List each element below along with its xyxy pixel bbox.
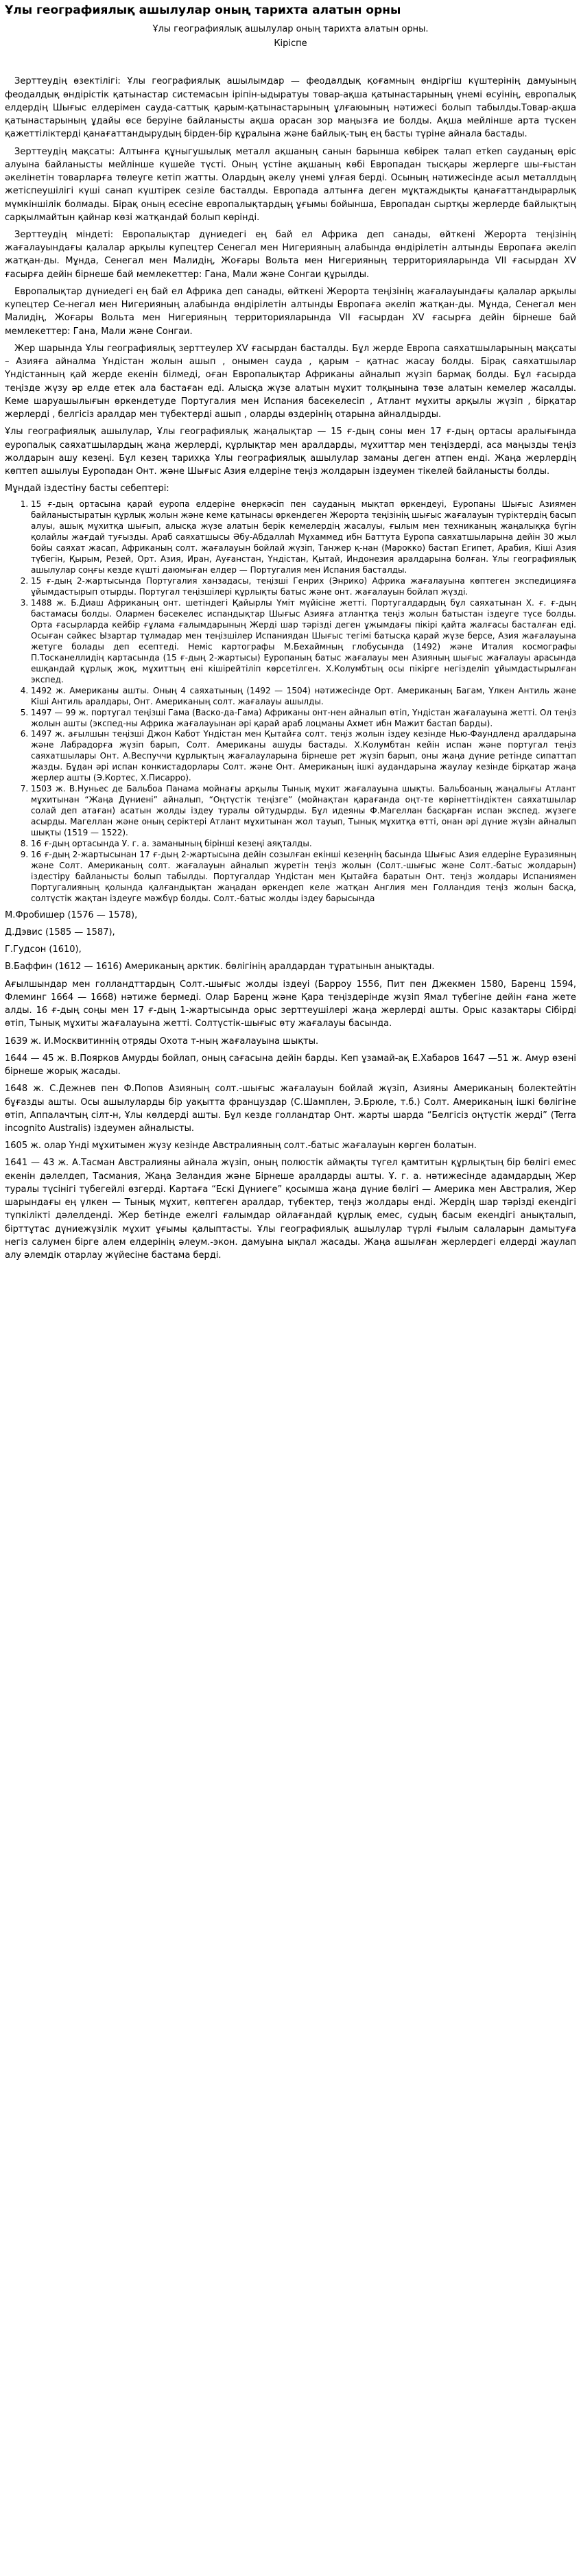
list-item: 6. 1497 ж. ағылшын теңізші Джон Кабот Үндістан мен Қытайға солт. теңіз жолын іздеу кезінде Нью-Фаундленд аралдарына және Лабрадорға жүзіп барып, Солт. Американы ашуды бастады. Х.Колумбтан кейін испан және португал теңіз саяхатшылары Онт. А.Веспуччи құрлықтың жағалауларына бірнеше рет жүзіп барып, оны жаңа дүние ретінде сипаттап жазды. Бұдан әрі испан конкистадорлары Солт. және Онт. Американың ішкі аудандарына жаулау кезінде бірқатар жаңа жерлер ашты (Э.Кортес, Х.Писарро). bbox=[31, 729, 576, 784]
list-item: 8. 16 ғ-дың ортасында У. г. а. заманының бірінші кезеңі аяқталды. bbox=[31, 839, 576, 850]
list-item: 9. 16 ғ-дың 2-жартысынан 17 ғ-дың 2-жартысына дейін созылған екінші кезеңнің басында Шығыс Азия елдеріне Еуразияның және Солт. Американың солт. жағалауын айналып жүретін теңіз жолын (Солт.-шығыс және Солт.-батыс жолдарын) іздестіру байланысты болып табылды. Португалдар Үндістан мен Қытайға баратын Онт. теңіз жолдары Испаниямен Португалияның қолында қалғандықтан жаңадан өркендеп келе жатқан Англия мен Голландия теңіз жолын басқа, солтүстік жақтан іздеуге мәжбүр болды. Солт.-батыс жолды іздеу барысында bbox=[31, 850, 576, 905]
tasman-paragraph: 1641 — 43 ж. А.Тасман Австралияны айнала жүзіп, оның полюстік аймақты түгел қамтитын құрлықтың бір бөлігі емес екенін дәлелдеп, Тасмания, Жаңа Зеландия және Бірнеше аралдарды ашты. Ұ. г. а. нәтижесінде адамдардың Жер туралы түсінігі түбегейлі өзгерді. Картаға “Ескі Дүниеге” қосымша жаңа дүние бөлігі — Америка мен Австралия, Жер шарындағы ең үлкен — Тынық мұхит, көптеген аралдар, түбектер, теңіз жолдары енді. Жердің шар тәрізді екендігі түпкілікті дәлелденді. Жер бетінде ежелгі ғалымдар ойлағандай құрлық емес, судың басым екендігі анықталып, бірттұтас дүниежүзілік мұхит ұғымы қалыптасты. Ұлы географиялық ашылулар түрлі ғылым салаларын дамытуға негіз салумен бірге алем елдерінің әлеум.-экон. дамуына ықпал жасады. Жаңа ашылған жерлердегі елдерді жаулап алу әлемдік отарлау жүйесіне бастама берді. bbox=[5, 1158, 576, 1261]
list-item: 3. 1488 ж. Б.Диаш Африканың онт. шетіндегі Қайырлы Үміт мүйісіне жетті. Португалдардың бұл саяхатынан X. ғ. ғ-дың бастамасы болды. Олармен бәсекелес испандықтар Шығыс Азияға атлантқа теңіз жолын батыстан іздеуге түсе болды. Орта ғасырларда кейбір ғұлама ғалымдарының Жерді шар тәрізді деген ұжымдағы пікірі қайта жалғасы басталған еді. Осыған сәйкес Ызартар тұлмадар мен теңізшілер Испаниядан Шығыс тегімі батысқа қарай жүзе берсе, Азия жағалауына жетуге болады деп есептеді. Неміс картографы М.Бехаймның глобусында (1492) және Италия космографы П.Тосканеллидің картасында (15 ғ-дың 2-жартысы) Еуропаның батыс жағалауы мен Азияның шығыс жағалауы арасында ешқандай құрлық жоқ, мұхиттың ені кішірейтіліп көрсетілген. Х.Колумбтың осы пікірге негізделіп ұйымдастырылған экспед. bbox=[31, 598, 576, 686]
australia-1605-paragraph: 1605 ж. олар Үнді мұхитымен жүзу кезінде Австралияның солт.-батыс жағалауын көрген болатын. bbox=[5, 1141, 477, 1152]
list-item: 5. 1497 — 99 ж. португал теңізші Гама (Васко-да-Гама) Африканы онт-нен айналып өтіп, Үндістан жағалауына жетті. Ол теңіз жолын ашты (экспед-ны Африка жағалауынан әрі қарай араб лоцманы Ахмет ибн Мажит бастап барды). bbox=[31, 708, 576, 730]
explorer-name: Д.Дэвис (1585 — 1587), bbox=[5, 927, 115, 938]
dezhnev-paragraph: 1648 ж. С.Дежнев пен Ф.Попов Азияның солт.-шығыс жағалауын бойлай жүзіп, Азияны Американың болектейтін бұғазды ашты. Осы ашылуларды бір уақытта француздар (С.Шамплен, Э.Брюле, т.б.) Солт. Американың ішкі бөлігіне өтіп, Аппалачтың сілт-н, Ұлы көлдерді ашты. Бұл кезде голландтар Онт. жарты шарда “Белгісіз оңтүстік жерді” (Terra incognito Australis) іздеумен айналысты. bbox=[5, 1084, 576, 1134]
definition-paragraph: Ұлы географиялық ашылулар, Ұлы географиялық жаңалықтар — 15 ғ-дың соны мен 17 ғ-дың ортасы аралығында еуропалық саяхатшылардың жаңа жерлерді, құрлықтар мен аралдарды, мұхиттар мен теңіздерді, аса маңызды теңіз жолдарын ашу кезеңі. Бұл кезең тарихқа Ұлы географиялық ашылулар заманы деген атпен енді. Жаңа жерлердің көптеп ашылуы Еуропадан Онт. және Шығыс Азия елдеріне теңіз жолдарын іздеумен тікелей байланысты болды. bbox=[5, 427, 576, 477]
page-title: Ұлы географиялық ашылулар оның тарихта алатын орны bbox=[5, 3, 401, 17]
reasons-list bbox=[5, 499, 576, 904]
moskvitin-paragraph: 1639 ж. И.Москвитиннің отряды Охота т-ның жағалауына шықты. bbox=[5, 1036, 319, 1047]
baffin-paragraph: В.Баффин (1612 — 1616) Американың арктик. бөлігінің аралдардан тұратынын анықтады. bbox=[5, 962, 435, 973]
africa-paragraph: Европалықтар дүниедегі ең бай ел Африка деп санады, өйткені Жерорта теңізінің жағалауындағы қалалар арқылы купецтер Се-негал мен Нигерияның алабында өндірілетін алтынды Европаға әкеліп жатқан-ды. Мұнда, Сенегал мен Малидің, Жоғары Вольта мен Нигерияның территорияларында VII ғасырдан XV ғасырға дейін бірнеше бай мемлекеттер: Гана, Мали және Сонгаи. bbox=[5, 286, 576, 337]
explorer-name: Г.Гудсон (1610), bbox=[5, 944, 82, 955]
northeast-passage-paragraph: Ағылшындар мен голландттардың Солт.-шығыс жолды іздеуі (Барроу 1556, Пит пен Джекмен 1580, Баренц 1594, Флеминг 1664 — 1668) нәтиже бермеді. Олар Баренц және Қара теңіздерінде жүзіп Ямал түбегіне дейін ғана жете алды. 16 ғ-дың соңы мен 17 ғ-дың 1-жартысында орыс зерттеушілері жаңа жерлерді ашты. Орыс казактары Сібірді өтіп, Тынық мұхиты жағалауына жетті. Солтүстік-шығыс өту жағалауы басында. bbox=[5, 979, 576, 1029]
document-page bbox=[0, 0, 581, 1262]
list-item: 2. 15 ғ-дың 2-жартысында Португалия ханзадасы, теңізші Генрих (Энрико) Африка жағалауына көптеген экспедицияға ұйымдастырып отырды. Португал теңізшілері құрлықты батыс және онт. жағалауын бойлап жүзді. bbox=[31, 576, 576, 598]
reasons-intro-paragraph: Мұндай іздестіну басты себептері: bbox=[5, 484, 169, 494]
goal-paragraph: Зерттеудің мақсаты: Алтынға құныгушылық металл ақшаның санын барынша көбірек талап етken сауданың өріс алуына байланысты мейлінше күшейе түсті. Оның үстіне ақшаның көбі Европадан тысқары жерлерге шы-ғыстан әкелінетін товарларға төлеуге кетіп жатты. Олардың әкелу үнемі ұлғая берді. Осының нәтижесінде асыл металлдың жетіспеушілігі күші санап күштірек сезіле басталды. Европада алтынға деген мұқтаждықты қанағаттандырарлық мүмкіншілік болмады. Бірақ оның есесіне европалықтардың ұғымы бойынша, Европадан сыртқы жерлерде байлықтың сарқылмайтын қайнар көзі жатқандай болып көрінді. bbox=[5, 146, 576, 223]
intro-heading: Кіріспе bbox=[274, 38, 307, 49]
exploration-paragraph: Жер шарында Ұлы географиялық зерттеулер XV ғасырдан басталды. Бұл жерде Европа саяхатшыларының мақсаты – Азияға айналма Үндістан жолын ашып , онымен сауда , қарым – қатнас жасау болды. Бірақ саяхатшылар Үндістанның қай жерде екенін білмеді, оған Европалықтар Африканы айналып жүзіп бармақ болды. Бұл ғасырда теңізде жүзу әр елде етек ала бастаған еді. Алысқа жүзе алатын мұхит толқынына төзе алатын кемелер жасалды. Кеме шаруашылығын өркендетуде Португалия мен Испания басекелесіп , Атлант мұхиты арқылы жүзіп , бірқатар жерлерді , белгісіз аралдар мен түбектерді ашып , оларды өздерінің отарына айналдырды. bbox=[5, 343, 576, 420]
relevance-paragraph: Зерттеудің өзектілігі: Ұлы географиялық ашылымдар — феодалдық қоғамның өндіргіш күштерінің дамуының феодалдық өндірістік қатынастар системасын іріпін-ыдыратуы товар-ақша қатынастарының үнемі өсуінің, европалық елдердің Шығыс елдерімен сауда-саттық қарым-қатынастарының ұлғаюының нәтижесі болып табылды.Товар-ақша қатынастарының ұдайы өсе беруіне байланысты ақша орасан зор маңызға ие болды. Ақша мейлінше арта түскен қажеттіліктерді қанағаттандырудың бірден-бір құралына және байлық-тың ең басты түріне айнала бастады. bbox=[5, 76, 576, 140]
poyarkov-paragraph: 1644 — 45 ж. В.Поярков Амурды бойлап, оның сағасына дейін барды. Кеп ұзамай-ақ Е.Хабаров 1647 —51 ж. Амур өзені бірнеше жорық жасады. bbox=[5, 1053, 576, 1077]
list-item: 1. 15 ғ-дың ортасына қарай еуропа елдеріне өнеркәсіп пен сауданың мықтап өркендеуі, Еуропаны Шығыс Азиямен байланыстыратын құрлық жолын және кеме қатынасы өркендеген Жерорта теңізінің шығыс жағалауын түріктердің басып алуы, ашық мұхитқа шығып, алысқа жүзе алатын берік кемелердің жасалуы, ғылым мен техниканың жаңалыққа бүгін қолайлы жағдай туғызды. Араб саяхатшысы Әбу-Абдаллаһ Мұхаммед ибн Баттута Еуропа саяхатшыларына дейін 30 жыл бойы саяхат жасап, Африканың солт. жағалауын бойлай жүзіп, Танжер қ-нан (Марокко) бастап Египет, Арабия, Кіші Азия түбегін, Қырым, Резей, Орт. Азия, Иран, Ауғанстан, Үндістан, Қытай, Индонезия аралдарына болған. Ұлы географиялық ашылулар соңғы кезде күшті даюмыған елдер — Португалия мен Испания басталды. bbox=[31, 499, 576, 576]
page-subtitle: Ұлы географиялық ашылулар оның тарихта алатын орны. bbox=[152, 23, 429, 34]
task-paragraph: Зерттеудің міндеті: Европалықтар дүниедегі ең бай ел Африка деп санады, өйткені Жерорта теңізінің жағалауындағы қалалар арқылы купецтер Сенегал мен Нигерияның алабында өндірілетін алтынды Европаға әкеліп жатқан-ды. Мұнда, Сенегал мен Малидің, Жоғары Вольта мен Нигерияның территорияларында VII ғасырдан XV ғасырға дейін бірнеше бай мемлекеттер: Гана, Мали және Сонгаи құрылды. bbox=[5, 229, 576, 280]
explorer-name: М.Фробишер (1576 — 1578), bbox=[5, 909, 138, 920]
list-item: 7. 1503 ж. В.Нуньес де Бальбоа Панама мойнағы арқылы Тынық мұхит жағалауына шықты. Бальбоаның жаңалығы Атлант мұхитынан “Жаңа Дүниені” айналып, “Оңтүстік теңізге” (мойнақтан қарағанда оңт-те көрінеттіндіктен саяхатшылар солай деп атаған) асатын жолды іздеу туралы ойтудырды. Бұл идеяны Ф.Магеллан басқарған испан экспед. жүзеге асырды. Магеллан және оның серіктері Атлант мұхитынан жол тауып, Тынық мұхитқа өтті, онан әрі дүние жүзін айналып шықты (1519 — 1522). bbox=[31, 784, 576, 839]
list-item: 4. 1492 ж. Американы ашты. Оның 4 саяхатының (1492 — 1504) нәтижесінде Орт. Американың Багам, Үлкен Антиль және Кіші Антиль аралдары, Онт. Американың солт. жағалауы ашылды. bbox=[31, 686, 576, 708]
